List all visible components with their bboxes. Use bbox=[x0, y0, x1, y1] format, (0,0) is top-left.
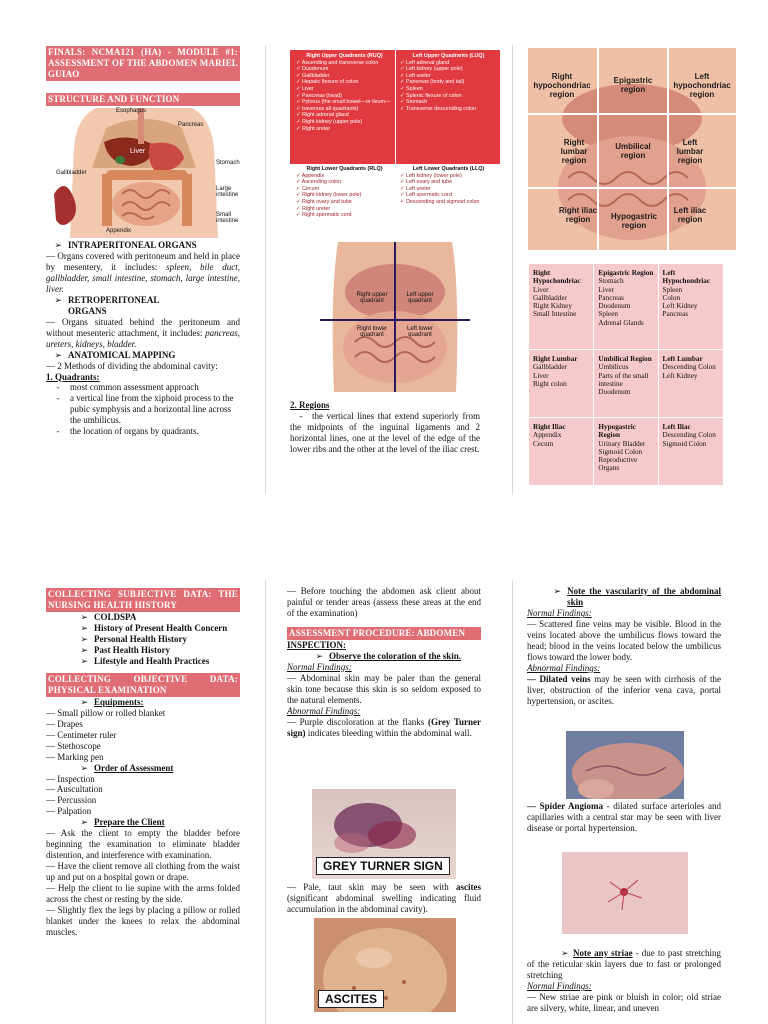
abnormal-findings-label: Abnormal Findings: bbox=[527, 662, 601, 673]
quadrant-figure bbox=[320, 242, 470, 392]
luq-list: Left Upper Quadrants (LUQ) ✓ Left adrenal gland ✓ Left kidney (upper pole) ✓ Left ureter ✓ Pancreas (body and tail) ✓ Spleen ✓ Splenic flexure of colon ✓ Stomach ✓ Transverse descending colon bbox=[400, 53, 497, 112]
label-large-intestine: Large intestine bbox=[216, 185, 239, 198]
dilated-veins-photo bbox=[566, 731, 684, 799]
striae-text: ➢ Note any striae - due to past stretching of the reticular skin layers due to fast or prolonged stretching bbox=[527, 948, 721, 980]
quadrant-point-1: - most common assessment approach bbox=[56, 382, 199, 393]
table-cell: Epigastric Region Stomach Liver Pancreas Duodenum Spleen Adrenal Glands bbox=[594, 264, 658, 350]
rlq-list: Right Lower Quadrants (RLQ) ✓ Appendix ✓ Ascending colon ✓ Cecum ✓ Right kidney (lower pole) ✓ Right ovary and tube ✓ Right ureter ✓ Right spermatic cord bbox=[296, 166, 393, 219]
label-left-hypochondriac: Left hypochondriac region bbox=[673, 72, 731, 99]
equipment-item: — Centimeter ruler bbox=[46, 729, 117, 740]
label-gallbladder: Gallbladder bbox=[56, 169, 87, 176]
regions-text: - the vertical lines that extend superiorly from the midpoints of the inguinal ligaments and 2 horizontal lines, one at the level of the edge of the lower ribs and the other at the level of the iliac crest. bbox=[290, 410, 480, 454]
label-liver: Liver bbox=[130, 147, 146, 155]
label-pancreas: Pancreas bbox=[178, 121, 204, 128]
objective-header: COLLECTING OBJECTIVE DATA: PHYSICAL EXAMINATION bbox=[48, 673, 238, 695]
equipments-heading: ➢ Equipments: bbox=[80, 696, 144, 707]
table-cell: Hypogastric Region Urinary Bladder Sigmoid Colon Reproductive Organs bbox=[594, 418, 658, 486]
grey-turner-text: — Purple discoloration at the flanks (Grey Turner sign) indicates bleeding within the abdominal wall. bbox=[287, 716, 481, 738]
equipment-item: — Drapes bbox=[46, 718, 83, 729]
prepare-step: — Ask the client to empty the bladder before beginning the examination to eliminate bladder distention, and interference with examination. bbox=[46, 828, 240, 861]
column-data-collection bbox=[46, 588, 240, 938]
order-heading: ➢ Order of Assessment bbox=[80, 762, 174, 773]
label-small-intestine: Small intestine bbox=[216, 211, 239, 224]
ascites-photo bbox=[314, 918, 456, 1012]
page-title: FINALS: NCMA121 (HA) - MODULE #1: ASSESSMENT OF THE ABDOMEN MARIEL GUIAO bbox=[48, 47, 238, 79]
label-appendix: Appendix bbox=[106, 227, 132, 234]
llq-list: Left Lower Quadrants (LLQ) ✓ Left kidney (lower pole) ✓ Left ovary and tube ✓ Left ureter ✓ Left spermatic cord ✓ Descending and sigmoid colon bbox=[400, 166, 497, 206]
grey-turner-caption: GREY TURNER SIGN bbox=[316, 857, 450, 875]
regions-figure bbox=[528, 48, 736, 250]
anatomical-mapping-heading: ➢ ANATOMICAL MAPPING bbox=[54, 349, 176, 360]
subjective-item: ➢ Past Health History bbox=[80, 644, 170, 655]
order-item: — Auscultation bbox=[46, 784, 103, 795]
quadrant-organ-table bbox=[290, 50, 500, 236]
table-cell: Umbilical Region Umbilicus Parts of the small intestine Duodenum bbox=[594, 350, 658, 418]
table-cell: Right Lumbar Gallbladder Liver Right colon bbox=[529, 350, 594, 418]
table-cell: Right Hypochondriac Liver Gallbladder Right Kidney Small Intestine bbox=[529, 264, 594, 350]
intraperitoneal-text: — Organs covered with peritoneum and held in place by mesentery, it includes: spleen, bile duct, gallbladder, small intestine, stomach, large intestine, liver. bbox=[46, 250, 240, 294]
label-right-lumbar: Right lumbar region bbox=[560, 138, 588, 165]
normal-findings-label: Normal Findings: bbox=[527, 980, 592, 991]
distended-abdomen-image bbox=[566, 731, 684, 799]
label-hypogastric: Hypogastric region bbox=[610, 212, 658, 230]
quadrants-heading: 1. Quadrants: bbox=[46, 371, 100, 382]
striae-block bbox=[527, 948, 721, 1014]
spider-angioma-image bbox=[562, 852, 688, 934]
prepare-step: — Have the client remove all clothing from the waist up and put on a hospital gown or drape. bbox=[46, 861, 240, 883]
prepare-heading: ➢ Prepare the Client bbox=[80, 817, 165, 828]
observe-coloration: ➢ Observe the coloration of the skin. bbox=[315, 650, 461, 661]
quadrant-point-3: - the location of organs by quadrants. bbox=[56, 426, 199, 437]
before-touching-note: — Before touching the abdomen ask client about painful or tender areas (assess these areas at the end of the examination) bbox=[287, 586, 481, 618]
table-cell: Left Iliac Descending Colon Sigmoid Colon bbox=[658, 418, 723, 486]
retroperitoneal-text: — Organs situated behind the peritoneum and without mesenteric attachment, it includes: pancreas, ureters, kidneys, bladder. bbox=[46, 316, 240, 349]
column-inspection bbox=[287, 586, 481, 739]
structure-header: STRUCTURE AND FUNCTION bbox=[46, 93, 240, 106]
mapping-text: — 2 Methods of dividing the abdominal cavity: bbox=[46, 360, 218, 371]
regions-section bbox=[290, 400, 480, 455]
vein-normal-text: — Scattered fine veins may be visible. Blood in the veins located above the umbilicus flows toward the head; blood in the veins located below the umbilicus flows toward the lower body. bbox=[527, 618, 721, 662]
ascites-text-block bbox=[287, 882, 481, 915]
spider-angioma-text: — Spider Angioma - dilated surface arterioles and capillaries with a central star may be seen with liver disease or portal hypertension. bbox=[527, 801, 721, 833]
subjective-item: ➢ COLDSPA bbox=[80, 611, 137, 622]
striae-normal-text: — New striae are pink or bluish in color; old striae are silvery, white, linear, and uneven bbox=[527, 991, 721, 1013]
order-item: — Percussion bbox=[46, 795, 97, 806]
order-item: — Palpation bbox=[46, 806, 92, 817]
organ-illustration bbox=[46, 108, 240, 238]
label-stomach: Stomach bbox=[216, 159, 240, 166]
equipment-item: — Small pillow or rolled blanket bbox=[46, 707, 166, 718]
label-ruq: Right upper quadrant bbox=[356, 292, 388, 304]
inspection-heading: INSPECTION: bbox=[287, 639, 347, 650]
order-item: — Inspection bbox=[46, 773, 95, 784]
spider-angioma-block bbox=[527, 801, 721, 834]
label-left-iliac: Left iliac region bbox=[673, 206, 707, 224]
table-cell: Left Lumbar Descending Colon Left Kidney bbox=[658, 350, 723, 418]
normal-findings-label: Normal Findings: bbox=[287, 661, 352, 672]
label-luq: Left upper quadrant bbox=[406, 292, 434, 304]
label-esophagus: Esophagus bbox=[116, 107, 147, 114]
column-vascularity bbox=[527, 586, 721, 707]
grey-turner-photo bbox=[312, 789, 456, 879]
abnormal-findings-label: Abnormal Findings: bbox=[287, 705, 361, 716]
column-quadrants bbox=[290, 50, 500, 455]
equipment-item: — Marking pen bbox=[46, 751, 104, 762]
equipment-item: — Stethoscope bbox=[46, 740, 101, 751]
normal-findings-label: Normal Findings: bbox=[527, 607, 592, 618]
subjective-item: ➢ Personal Health History bbox=[80, 633, 187, 644]
table-cell: Left Hypochondriac Spleen Colon Left Kidney Pancreas bbox=[658, 264, 723, 350]
intraperitoneal-heading: ➢ INTRAPERITONEAL ORGANS bbox=[54, 239, 197, 250]
procedure-header: ASSESSMENT PROCEDURE: ABDOMEN bbox=[287, 627, 481, 640]
label-right-iliac: Right iliac region bbox=[558, 206, 598, 224]
quadrant-point-2: - a vertical line from the xiphoid process to the pubic symphysis and a horizontal line across the umbilicus. bbox=[56, 393, 234, 426]
label-umbilical: Umbilical region bbox=[615, 142, 651, 160]
ruq-list: Right Upper Quadrants (RUQ) ✓ Ascending and transverse colon ✓ Duodenum ✓ Gallbladder ✓ Hepatic flexure of colon ✓ Liver ✓ Pancreas (head) ✓ Pylorus (the small bowel—or ileum— ✓ traverses all quadrants) ✓ Right adrenal gland ✓ Right kidney (upper pole) ✓ Right ureter bbox=[296, 53, 393, 132]
label-left-lumbar: Left lumbar region bbox=[676, 138, 704, 165]
label-llq: Left lower quadrant bbox=[406, 326, 433, 338]
table-cell: Right Iliac Appendix Cecum bbox=[529, 418, 594, 486]
subjective-header: COLLECTING SUBJECTIVE DATA: THE NURSING HEALTH HISTORY bbox=[48, 589, 238, 610]
quadrant-torso-figure bbox=[320, 242, 470, 392]
spider-angioma-photo bbox=[562, 852, 688, 934]
dilated-veins-text: — Dilated veins may be seen with cirrhosis of the liver, obstruction of the inferior vena cava, portal hypertension, or ascites. bbox=[527, 673, 722, 706]
prepare-step: — Slightly flex the legs by placing a pillow or rolled blanket under the knees to relax the abdominal muscles. bbox=[46, 905, 240, 938]
region-organ-table bbox=[528, 263, 724, 486]
subjective-item: ➢ History of Present Health Concern bbox=[80, 622, 228, 633]
label-rlq: Right lower quadrant bbox=[356, 326, 387, 338]
vascularity-heading: ➢ Note the vascularity of the abdominal skin bbox=[553, 586, 721, 607]
column-structure bbox=[46, 46, 240, 437]
column-regions bbox=[528, 48, 736, 473]
ascites-text: — Pale, taut skin may be seen with ascites (significant abdominal swelling indicating fluid accumulation in the abdominal cavity). bbox=[287, 882, 482, 914]
label-right-hypochondriac: Right hypochondriac region bbox=[533, 72, 591, 99]
regions-heading: 2. Regions bbox=[290, 400, 330, 410]
ascites-caption: ASCITES bbox=[318, 990, 384, 1008]
retroperitoneal-heading: ➢ RETROPERITONEAL ORGANS bbox=[54, 294, 159, 316]
prepare-step: — Help the client to lie supine with the arms folded across the chest or resting by the side. bbox=[46, 883, 240, 905]
label-epigastric: Epigastric region bbox=[613, 76, 653, 94]
subjective-item: ➢ Lifestyle and Health Practices bbox=[80, 655, 210, 666]
normal-findings-text: — Abdominal skin may be paler than the general skin tone because this skin is so seldom exposed to the natural elements. bbox=[287, 672, 481, 705]
